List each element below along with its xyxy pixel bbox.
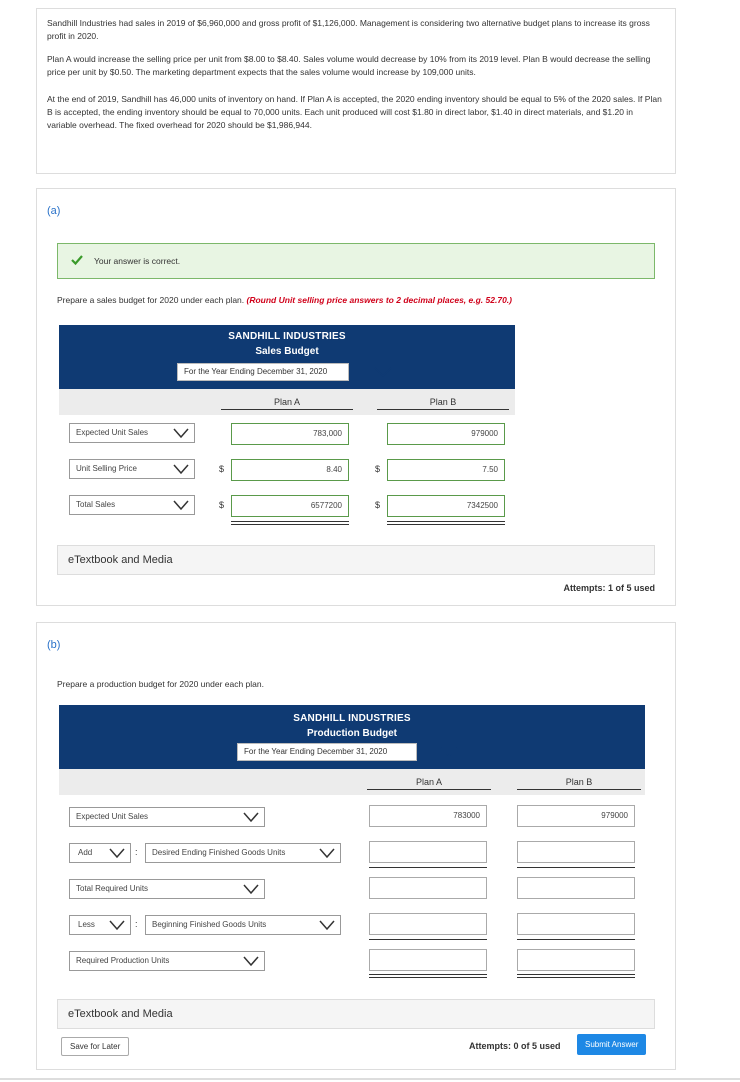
part-b-instruction: Prepare a production budget for 2020 under each plan. xyxy=(57,679,264,689)
row-label-select[interactable] xyxy=(69,459,195,479)
double-underline xyxy=(517,974,635,975)
plan-b-input[interactable]: 7342500 xyxy=(387,495,505,517)
chevron-down-icon xyxy=(108,847,126,859)
row-label-select[interactable] xyxy=(69,495,195,515)
correct-answer-banner xyxy=(57,243,655,279)
double-underline xyxy=(369,974,487,975)
chevron-down-icon xyxy=(242,955,260,967)
attempts-count: Attempts: 0 of 5 used xyxy=(469,1041,561,1051)
period-select[interactable]: For the Year Ending December 31, 2020 xyxy=(237,743,417,761)
col-plan-a: Plan A xyxy=(221,397,353,410)
row-label-select[interactable] xyxy=(145,915,341,935)
budget-title: Sales Budget xyxy=(255,346,319,357)
row-label: Total Sales xyxy=(76,500,116,509)
colon-separator: : xyxy=(135,919,138,929)
page-bottom-border xyxy=(0,1078,740,1080)
underline xyxy=(369,867,487,868)
part-a-label: (a) xyxy=(47,205,61,217)
underline xyxy=(517,867,635,868)
plan-a-input[interactable] xyxy=(369,949,487,971)
company-name: SANDHILL INDUSTRIES xyxy=(293,713,411,724)
part-b-section xyxy=(36,622,676,1070)
row-label: Unit Selling Price xyxy=(76,464,137,473)
plan-a-input[interactable] xyxy=(369,877,487,899)
plan-b-input[interactable] xyxy=(517,913,635,935)
row-label-select[interactable] xyxy=(69,423,195,443)
save-for-later-button[interactable]: Save for Later xyxy=(61,1037,129,1056)
double-underline xyxy=(231,521,349,522)
row-label-select[interactable] xyxy=(145,843,341,863)
etextbook-media-link[interactable]: eTextbook and Media xyxy=(57,999,655,1029)
prefix-label: Less xyxy=(78,920,95,929)
col-plan-a: Plan A xyxy=(367,777,491,790)
correct-answer-text: Your answer is correct. xyxy=(94,256,181,266)
dollar-sign: $ xyxy=(375,464,381,474)
row-label: Required Production Units xyxy=(76,956,170,965)
plan-b-input[interactable]: 7.50 xyxy=(387,459,505,481)
dollar-sign: $ xyxy=(375,500,381,510)
dollar-sign: $ xyxy=(219,500,225,510)
row-label-select[interactable] xyxy=(69,807,265,827)
part-a-section xyxy=(36,188,676,606)
row-label: Beginning Finished Goods Units xyxy=(152,920,267,929)
chevron-down-icon xyxy=(172,463,190,475)
budget-title: Production Budget xyxy=(307,728,397,739)
plan-b-input[interactable]: 979000 xyxy=(387,423,505,445)
prefix-label: Add xyxy=(78,848,93,857)
attempts-count: Attempts: 1 of 5 used xyxy=(563,583,655,593)
plan-a-input[interactable] xyxy=(369,841,487,863)
problem-paragraph-2: Plan A would increase the selling price per unit from $8.00 to $8.40. Sales volume would decrease by 10% from its 2019 level. Plan B would decrease the selling price per unit by $0.50. The marketing department expects that the sales volume would increase by 109,000 units. xyxy=(47,54,651,77)
row-label-select[interactable] xyxy=(69,879,265,899)
chevron-down-icon xyxy=(108,919,126,931)
chevron-down-icon xyxy=(318,919,336,931)
chevron-down-icon[interactable] xyxy=(373,365,393,379)
plan-a-input[interactable]: 783000 xyxy=(369,805,487,827)
part-b-label: (b) xyxy=(47,639,61,651)
less-select[interactable] xyxy=(69,915,131,935)
part-a-instruction xyxy=(57,295,512,305)
problem-paragraph-1: Sandhill Industries had sales in 2019 of $6,960,000 and gross profit of $1,126,000. Management is considering two alternative budget plans to increase its gross profit in 2020. xyxy=(47,18,650,41)
row-label: Expected Unit Sales xyxy=(76,428,149,437)
etextbook-media-link[interactable]: eTextbook and Media xyxy=(57,545,655,575)
chevron-down-icon xyxy=(172,499,190,511)
double-underline xyxy=(387,521,505,522)
problem-statement xyxy=(36,8,676,174)
plan-a-input[interactable]: 783,000 xyxy=(231,423,349,445)
row-label: Total Required Units xyxy=(76,884,149,893)
instruction-note: (Round Unit selling price answers to 2 decimal places, e.g. 52.70.) xyxy=(246,295,512,305)
double-underline xyxy=(387,524,505,525)
chevron-down-icon xyxy=(242,811,260,823)
plan-b-input[interactable] xyxy=(517,841,635,863)
instruction-text: Prepare a sales budget for 2020 under each plan. xyxy=(57,295,245,305)
chevron-down-icon xyxy=(318,847,336,859)
underline xyxy=(517,939,635,940)
double-underline xyxy=(369,977,487,978)
plan-a-input[interactable] xyxy=(369,913,487,935)
underline xyxy=(369,939,487,940)
plan-b-input[interactable] xyxy=(517,949,635,971)
colon-separator: : xyxy=(135,847,138,857)
double-underline xyxy=(231,524,349,525)
chevron-down-icon xyxy=(242,883,260,895)
row-label-select[interactable] xyxy=(69,951,265,971)
company-name: SANDHILL INDUSTRIES xyxy=(228,331,346,342)
chevron-down-icon xyxy=(172,427,190,439)
plan-b-input[interactable]: 979000 xyxy=(517,805,635,827)
plan-a-input[interactable]: 6577200 xyxy=(231,495,349,517)
period-select[interactable]: For the Year Ending December 31, 2020 xyxy=(177,363,349,381)
row-label: Expected Unit Sales xyxy=(76,812,149,821)
checkmark-icon xyxy=(70,253,84,267)
plan-b-input[interactable] xyxy=(517,877,635,899)
submit-answer-button[interactable]: Submit Answer xyxy=(577,1034,646,1055)
plan-a-input[interactable]: 8.40 xyxy=(231,459,349,481)
chevron-down-icon[interactable] xyxy=(439,745,459,759)
double-underline xyxy=(517,977,635,978)
col-plan-b: Plan B xyxy=(517,777,641,790)
row-label: Desired Ending Finished Goods Units xyxy=(152,848,286,857)
add-select[interactable] xyxy=(69,843,131,863)
problem-paragraph-3: At the end of 2019, Sandhill has 46,000 units of inventory on hand. If Plan A is accepted, the 2020 ending inventory should be equal to 5% of the 2020 sales. If Plan B is accepted, the ending inventory should be equal to 70,000 units. Each unit produced will cost $1.80 in direct labor, $1.40 in direct materials, and $1.20 in variable overhead. The fixed overhead for 2020 should be $1,986,944. xyxy=(47,94,662,130)
col-plan-b: Plan B xyxy=(377,397,509,410)
dollar-sign: $ xyxy=(219,464,225,474)
